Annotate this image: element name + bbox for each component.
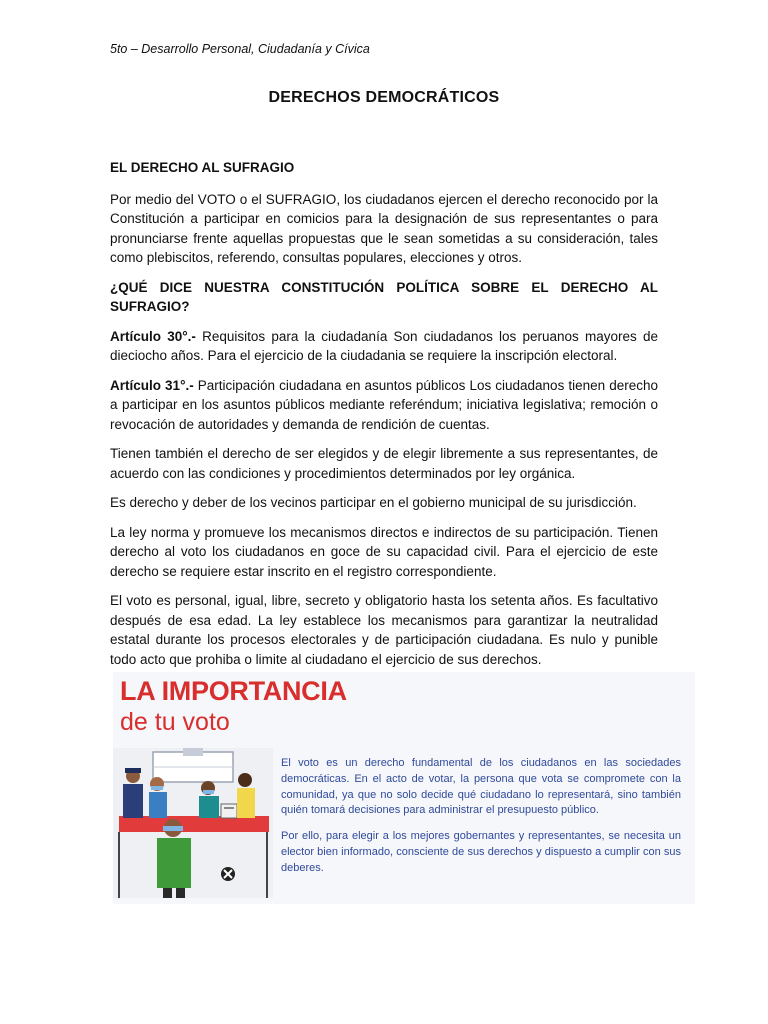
body-paragraph: La ley norma y promueve los mecanismos directos e indirectos de su participación. Tienen derecho al voto los ciudadanos en goce de su capacidad civil. Para el ejercicio de este derecho se requiere estar inscrito en el registro correspondiente.	[110, 524, 658, 579]
section-heading: EL DERECHO AL SUFRAGIO	[110, 160, 295, 175]
infographic-text	[281, 756, 681, 887]
course-header: 5to – Desarrollo Personal, Ciudadanía y Cívica	[110, 42, 370, 56]
article-text: Requisitos para la ciudadanía Son ciudadanos los peruanos mayores de dieciocho años. Para el ejercicio de la ciudadania se requiere la inscripción electoral.	[110, 328, 658, 363]
voting-infographic	[113, 672, 695, 904]
article-text: Participación ciudadana en asuntos públicos Los ciudadanos tienen derecho a participar en los asuntos públicos mediante referéndum; iniciativa legislativa; remoción o revocación de autoridades y demanda de rendición de cuentas.	[110, 377, 658, 432]
infographic-paragraph: Por ello, para elegir a los mejores gobernantes y representantes, se necesita un elector bien informado, consciente de sus derechos y dispuesto a cumplir con sus deberes.	[281, 830, 681, 874]
infographic-title: LA IMPORTANCIA	[120, 676, 347, 706]
page-title: DERECHOS DEMOCRÁTICOS	[268, 89, 500, 106]
body-paragraph: Tienen también el derecho de ser elegidos y de elegir libremente a sus representantes, de acuerdo con las condiciones y procedimientos determinados por ley orgánica.	[110, 446, 658, 481]
question-heading: ¿QUÉ DICE NUESTRA CONSTITUCIÓN POLÍTICA SOBRE EL DERECHO AL SUFRAGIO?	[110, 279, 658, 314]
intro-paragraph: Por medio del VOTO o el SUFRAGIO, los ciudadanos ejercen el derecho reconocido por la Constitución a participar en comicios para la designación de sus representantes o para pronunciarse frente aquellas propuestas que le sean sometidas a su consideración, tales como plebiscitos, referendo, consultas populares, elecciones y otros.	[110, 191, 658, 265]
infographic-paragraph: El voto es un derecho fundamental de los ciudadanos en las sociedades democráticas. En el acto de votar, la persona que vota se compromete con la comunidad, ya que no solo decide qué ciudadano lo representará, sino también quién tomará decisiones para administrar el presupuesto público.	[281, 757, 681, 817]
article-31	[110, 376, 658, 435]
document-body	[110, 158, 658, 679]
article-30	[110, 327, 658, 366]
body-paragraph: Es derecho y deber de los vecinos participar en el gobierno municipal de su jurisdicción.	[110, 495, 637, 510]
voting-mark-icon	[221, 867, 235, 881]
article-label: Artículo 30°.-	[110, 328, 196, 344]
body-paragraph: El voto es personal, igual, libre, secreto y obligatorio hasta los setenta años. Es facultativo después de esa edad. La ley establece los mecanismos para garantizar la neutralidad estatal durante los procesos electorales y de participación ciudadana. Es nulo y punible todo acto que prohiba o limite al ciudadano el ejercicio de sus derechos.	[110, 593, 658, 667]
ballot-box-icon	[221, 804, 237, 818]
infographic-subtitle: de tu voto	[120, 708, 230, 736]
voting-scene-illustration	[113, 748, 273, 898]
article-label: Artículo 31°.-	[110, 377, 194, 393]
